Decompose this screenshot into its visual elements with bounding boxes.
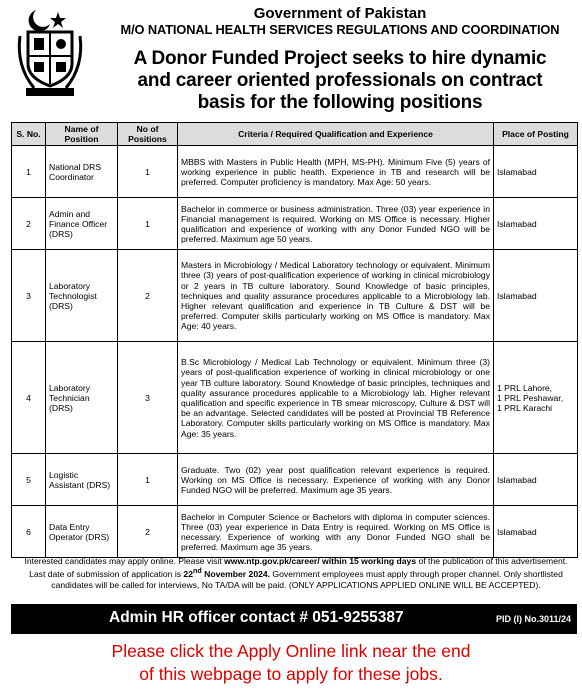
ad-header xyxy=(0,0,582,120)
table-row xyxy=(12,506,578,558)
headline-line-1: A Donor Funded Project seeks to hire dynamic xyxy=(133,48,547,69)
cell-positions-count: 3 xyxy=(118,342,178,454)
cell-place: Islamabad xyxy=(494,146,578,198)
government-emblem-icon xyxy=(14,6,86,98)
cell-positions-count: 1 xyxy=(118,198,178,250)
cell-positions-count: 1 xyxy=(118,146,178,198)
cell-sno: 4 xyxy=(12,342,46,454)
table-row xyxy=(12,342,578,454)
ad-headline xyxy=(98,48,582,114)
deadline-date xyxy=(183,569,270,579)
header-positions-count: No of Positions xyxy=(118,123,178,146)
cell-position-name: National DRS Coordinator xyxy=(46,146,118,198)
table-header-row xyxy=(12,123,578,146)
cell-position-name: Laboratory Technologist (DRS) xyxy=(46,250,118,342)
ministry-title: M/O NATIONAL HEALTH SERVICES REGULATIONS AND COORDINATION xyxy=(120,22,560,37)
table-row xyxy=(12,454,578,506)
cell-criteria: MBBS with Masters in Public Health (MPH, MS-PH). Minimum Five (5) years of working experience in public health. Experience in TB and research will be preferred. Computer proficiency is mandatory. Max Age: 50 years. xyxy=(178,146,494,198)
cell-place: Islamabad xyxy=(494,454,578,506)
headline-line-3: basis for the following positions xyxy=(197,92,483,113)
cell-positions-count: 2 xyxy=(118,506,178,558)
cell-positions-count: 2 xyxy=(118,250,178,342)
apply-online-notice xyxy=(0,640,582,686)
cell-place: Islamabad xyxy=(494,198,578,250)
header-place: Place of Posting xyxy=(494,123,578,146)
deadline-day-suffix: nd xyxy=(192,567,202,576)
instructions-part-3: Government employees must apply through proper channel. Only shortlisted candidates will be called for interviews, No TA/DA will be paid. (ONLY APPLICATIONS APPLIED ONLINE WILL BE ACCEPTED). xyxy=(51,569,563,590)
cell-sno: 1 xyxy=(12,146,46,198)
cell-sno: 6 xyxy=(12,506,46,558)
cell-positions-count: 1 xyxy=(118,454,178,506)
deadline-day: 22 xyxy=(183,569,193,580)
cell-criteria: Graduate. Two (02) year post qualification relevant experience is required. Working on MS Office is necessary. Experience of working with any Donor Funded NGO will be preferred. Maximum age 35 years. xyxy=(178,454,494,506)
cell-place: 1 PRL Lahore, 1 PRL Peshawar, 1 PRL Karachi xyxy=(494,342,578,454)
table-row xyxy=(12,146,578,198)
cell-place: Islamabad xyxy=(494,506,578,558)
header-sno: S. No. xyxy=(12,123,46,146)
contact-bar xyxy=(11,604,577,634)
apply-notice-line-2: of this webpage to apply for these jobs. xyxy=(139,664,443,684)
cell-position-name: Logistic Assistant (DRS) xyxy=(46,454,118,506)
cell-sno: 3 xyxy=(12,250,46,342)
header-criteria: Criteria / Required Qualification and Experience xyxy=(178,123,494,146)
cell-criteria: Bachelor in Computer Science or Bachelors with diploma in computer sciences. Three (03) year experience in Data Entry is required. Working on MS Office is necessary. Experience of working with any Donor Funded NGO shall be preferred. Maximum age 35 years. xyxy=(178,506,494,558)
government-title: Government of Pakistan xyxy=(253,5,427,22)
instructions-part-1: Interested candidates may apply online. Please visit xyxy=(24,556,225,566)
header-position-name: Name of Position xyxy=(46,123,118,146)
cell-criteria: Masters in Microbiology / Medical Laboratory technology or equivalent. Minimum three (3) years of post-qualification experience of working in clinical microbiology or 2 years in TB culture laboratory. Sound Knowledge of basic principles, techniques and quality assurance procedures applicable to a Microbiology lab. Higher relevant qualification and experience in TB Culture & DST will be preferred. Computer skills particularly working on MS Office is mandatory. Max Age: 40 years. xyxy=(178,250,494,342)
table-row xyxy=(12,250,578,342)
instructions-part-2: of the publication of this advertisement. Last date of submission of application is xyxy=(29,556,568,580)
cell-criteria: B.Sc Microbiology / Medical Lab Technology or equivalent. Minimum three (3) years of post-qualification experience of working in clinical microbiology or one year TB culture laboratory. Sound Knowledge of basic principles, techniques and quality assurance procedures applicable to a Microbiology lab. Higher relevant qualification and specific experience in TB smear microscopy, Culture & DST will be an advantage. Selected candidates will be posted at Provincial TB Reference Laboratory. Computer skills particularly working on MS Office is mandatory. Max Age: 35 years. xyxy=(178,342,494,454)
cell-criteria: Bachelor in commerce or business administration. Three (03) year experience in Financial management is required. Working on MS Office is necessary. Higher qualification and experience of working with any Donor Funded NGO will be preferred. Maximum age 50 years. xyxy=(178,198,494,250)
career-url-link[interactable]: www.ntp.gov.pk/career/ within 15 working days xyxy=(224,556,417,566)
cell-position-name: Laboratory Technician (DRS) xyxy=(46,342,118,454)
cell-position-name: Data Entry Operator (DRS) xyxy=(46,506,118,558)
hr-contact: Admin HR officer contact # 051-9255387 xyxy=(109,609,404,626)
application-instructions xyxy=(24,556,568,590)
deadline-month-year: November 2024. xyxy=(201,569,271,580)
pid-number: PID (I) No.3011/24 xyxy=(495,614,571,624)
cell-sno: 5 xyxy=(12,454,46,506)
table-row xyxy=(12,198,578,250)
cell-place: Islamabad xyxy=(494,250,578,342)
cell-position-name: Admin and Finance Officer (DRS) xyxy=(46,198,118,250)
headline-line-2: and career oriented professionals on contract xyxy=(137,70,543,91)
positions-table xyxy=(11,122,578,558)
apply-notice-line-1: Please click the Apply Online link near the end xyxy=(111,641,471,661)
cell-sno: 2 xyxy=(12,198,46,250)
